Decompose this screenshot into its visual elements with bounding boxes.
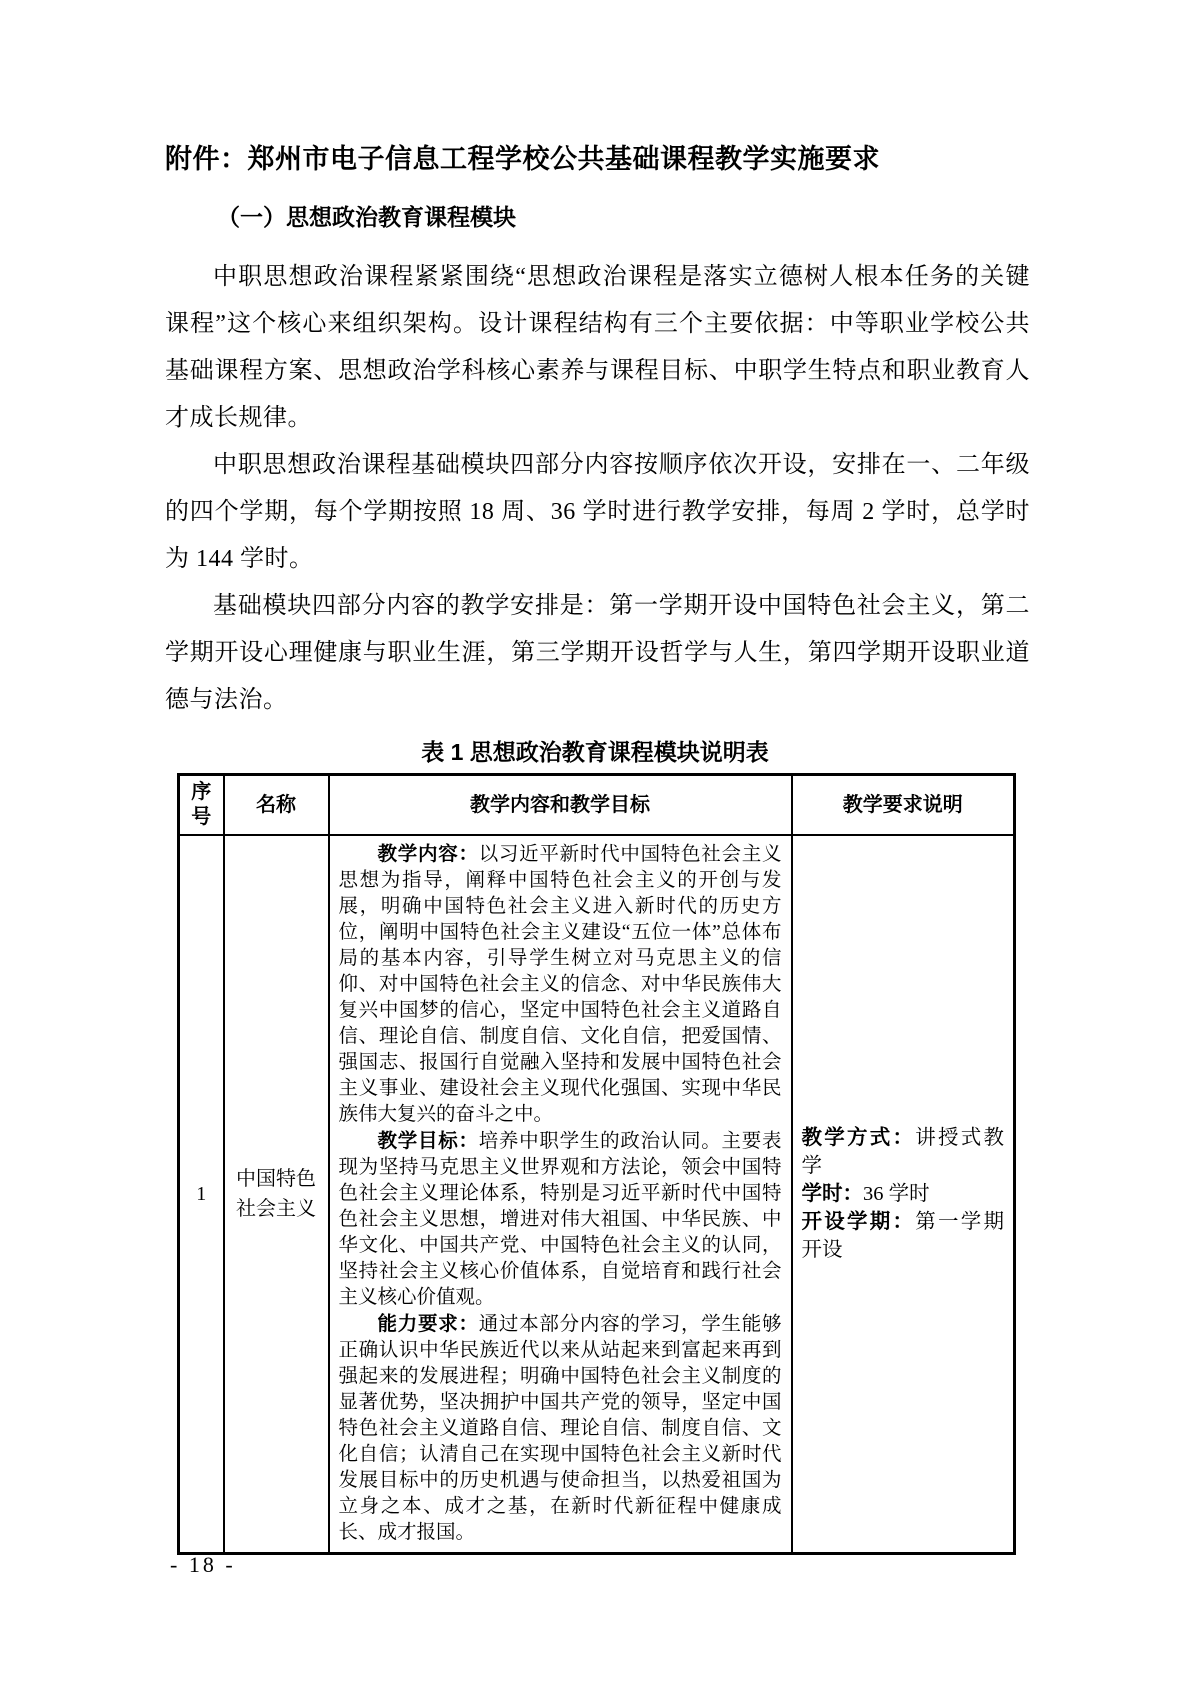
body-paragraph-2: 中职思想政治课程基础模块四部分内容按顺序依次开设，安排在一、二年级的四个学期，每个学期按照 18 周、36 学时进行教学安排，每周 2 学时，总学时为 144 学时。	[165, 452, 1030, 572]
header-serial-number: 序号	[179, 775, 224, 836]
table-row	[179, 835, 1015, 1554]
ability-requirement-paragraph	[339, 1311, 782, 1546]
header-teaching-requirements: 教学要求说明	[792, 775, 1015, 836]
teaching-method-label: 教学方式：	[801, 1126, 916, 1149]
body-paragraph-3: 基础模块四部分内容的教学安排是：第一学期开设中国特色社会主义，第二学期开设心理健康与职业生涯，第三学期开设哲学与人生，第四学期开设职业道德与法治。	[165, 593, 1030, 713]
semester-item	[802, 1208, 1005, 1264]
teaching-content-paragraph	[339, 841, 782, 1128]
page-number: - 18 -	[170, 1552, 236, 1577]
teaching-content-label: 教学内容：	[377, 843, 479, 865]
teaching-goal-paragraph	[339, 1128, 782, 1311]
semester-text: 第一学期开设	[801, 1211, 1004, 1261]
cell-course-name: 中国特色社会主义	[224, 835, 329, 1554]
ability-requirement-label: 能力要求：	[377, 1313, 479, 1335]
header-course-name: 名称	[224, 775, 329, 836]
ability-requirement-text: 通过本部分内容的学习，学生能够正确认识中华民族近代以来从站起来到富起来再到强起来的发展进程；明确中国特色社会主义制度的显著优势，坚决拥护中国共产党的领导，坚定中国特色社会主义道路自信、理论自信、制度自信、文化自信；认清自己在实现中国特色社会主义新时代发展目标中的历史机遇与使命担当，以热爱祖国为立身之本、成才之基，在新时代新征程中健康成长、成才报国。	[338, 1314, 782, 1543]
document-content	[0, 141, 1191, 1555]
semester-label: 开设学期：	[801, 1210, 916, 1233]
class-hours-label: 学时：	[801, 1182, 863, 1205]
body-paragraph-1: 中职思想政治课程紧紧围绕“思想政治课程是落实立德树人根本任务的关键课程”这个核心来组织架构。设计课程结构有三个主要依据：中等职业学校公共基础课程方案、思想政治学科核心素养与课程目标、中职学生特点和职业教育人才成长规律。	[165, 264, 1030, 431]
section-heading: （一）思想政治教育课程模块	[217, 204, 516, 230]
table-header-row	[179, 775, 1015, 836]
cell-teaching-content-goals	[329, 835, 792, 1554]
header-teaching-content-goals: 教学内容和教学目标	[329, 775, 792, 836]
table-caption: 表 1 思想政治教育课程模块说明表	[421, 739, 769, 765]
teaching-method-item	[802, 1124, 1005, 1180]
teaching-method-text: 讲授式教学	[801, 1127, 1004, 1177]
class-hours-item	[802, 1180, 1005, 1208]
teaching-goal-text: 培养中职学生的政治认同。主要表现为坚持马克思主义世界观和方法论，领会中国特色社会主义理论体系，特别是习近平新时代中国特色社会主义思想，增进对伟大祖国、中华民族、中华文化、中国共产党、中国特色社会主义的认同，坚持社会主义核心价值体系，自觉培育和践行社会主义核心价值观。	[338, 1131, 782, 1308]
cell-teaching-requirements	[792, 835, 1015, 1554]
class-hours-text: 36 学时	[863, 1183, 930, 1205]
teaching-content-text: 以习近平新时代中国特色社会主义思想为指导，阐释中国特色社会主义的开创与发展，明确中国特色社会主义进入新时代的历史方位，阐明中国特色社会主义建设“五位一体”总体布局的基本内容，引导学生树立对马克思主义的信仰、对中国特色社会主义的信念、对中华民族伟大复兴中国梦的信心，坚定中国特色社会主义道路自信、理论自信、制度自信、文化自信，把爱国情、强国志、报国行自觉融入坚持和发展中国特色社会主义事业、建设社会主义现代化强国、实现中华民族伟大复兴的奋斗之中。	[338, 844, 782, 1125]
course-module-table	[177, 773, 1016, 1555]
page-title: 附件：郑州市电子信息工程学校公共基础课程教学实施要求	[165, 144, 880, 174]
teaching-goal-label: 教学目标：	[377, 1130, 479, 1152]
cell-serial-number: 1	[179, 835, 224, 1554]
